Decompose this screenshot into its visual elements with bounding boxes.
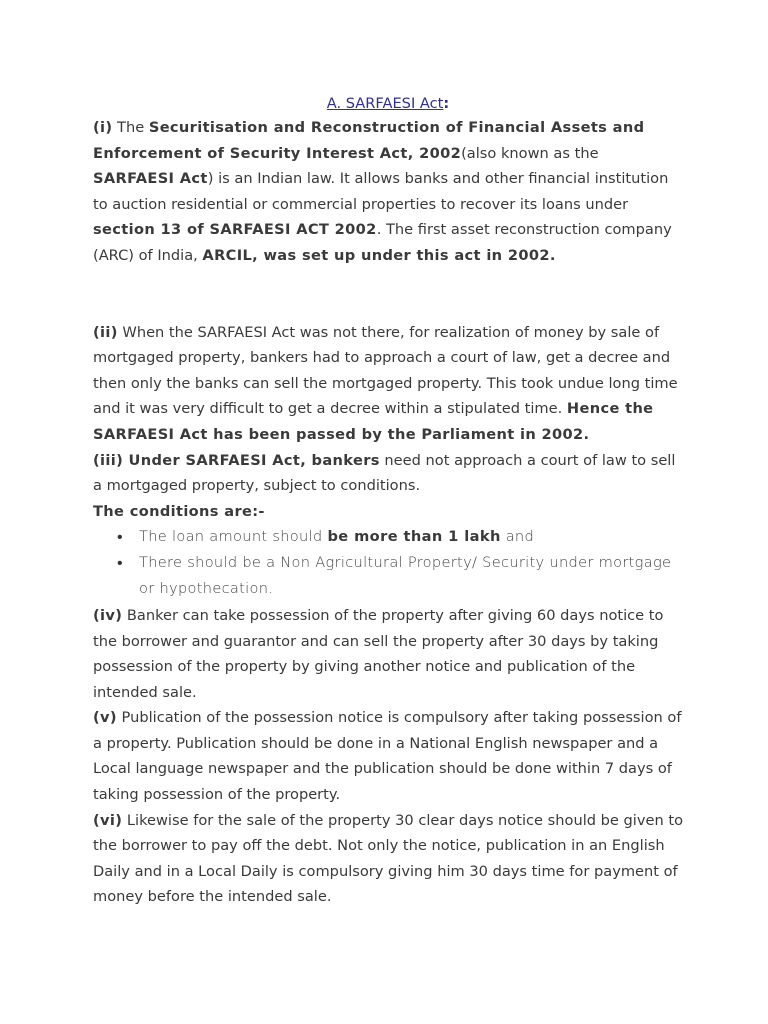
paragraph-i-text-3: ) is an Indian law. It allows banks and other financial institution to auction residential or commercial properties to recover its loans under <box>93 170 669 213</box>
paragraph-iv-text: Banker can take possession of the property after giving 60 days notice to the borrower and guarantor and can sell the property after 30 days by taking possession of the property by giving another notice and publication of the intended sale. <box>93 606 664 701</box>
paragraph-i <box>93 115 683 269</box>
paragraph-vi-text: Likewise for the sale of the property 30 clear days notice should be given to the borrower to pay off the debt. Not only the notice, publication in an English Daily and in a Local Daily is compulsory giving him 30 days time for payment of money before the intended sale. <box>93 811 683 906</box>
paragraph-iii-text: need not approach a court of law to sell a mortgaged property, subject to conditions. <box>93 451 676 495</box>
paragraph-i-text-4: . The first asset reconstruction company (ARC) of India, <box>93 221 672 264</box>
paragraph-ii-conclusion: Hence the SARFAESI Act has been passed by the Parliament in 2002. <box>93 400 654 443</box>
paragraph-i-text-2: (also known as the <box>461 144 599 162</box>
conditions-list <box>93 524 683 603</box>
condition-1-pre: The loan amount should <box>139 528 328 546</box>
document-title <box>93 93 683 115</box>
act-short-name: SARFAESI Act <box>93 170 208 188</box>
conditions-heading: The conditions are:- <box>93 502 265 520</box>
paragraph-iv <box>93 603 683 705</box>
paragraph-iii <box>93 448 683 499</box>
section-reference: section 13 of SARFAESI ACT 2002 <box>93 221 377 239</box>
document-page <box>93 93 683 910</box>
paragraph-i-label: (i) <box>93 119 113 136</box>
paragraph-ii <box>93 320 683 448</box>
title-colon: : <box>443 95 450 112</box>
paragraph-v-text: Publication of the possession notice is compulsory after taking possession of a property. Publication should be done in a National English newspaper and a Local language newspaper and the publication should be done within 7 days of taking possession of the property. <box>93 709 682 804</box>
paragraph-vi <box>93 808 683 910</box>
paragraph-i-text-1: The <box>112 119 149 136</box>
condition-item: • There should be a Non Agricultural Property/ Security under mortgage or hypothecation. <box>139 550 683 603</box>
paragraph-ii-text: When the SARFAESI Act was not there, for realization of money by sale of mortgaged property, bankers had to approach a court of law, get a decree and then only the banks can sell the mortgaged property. This took undue long time and it was very difficult to get a decree within a stipulated time. <box>93 323 678 418</box>
paragraph-v-label: (v) <box>93 709 117 727</box>
paragraph-iii-lead: (iii) Under SARFAESI Act, bankers <box>93 451 380 469</box>
title-link[interactable]: A. SARFAESI Act <box>326 95 444 112</box>
condition-1-post: and <box>500 528 535 546</box>
condition-item <box>139 524 683 550</box>
paragraph-ii-label: (ii) <box>93 323 118 341</box>
paragraph-iv-label: (iv) <box>93 606 123 624</box>
act-full-name: Securitisation and Reconstruction of Financial Assets and Enforcement of Security Interest Act, 2002 <box>93 119 645 162</box>
spacer <box>93 269 683 320</box>
arcil-statement: ARCIL, was set up under this act in 2002. <box>202 246 556 264</box>
paragraph-v <box>93 705 683 807</box>
condition-1-bold: be more than 1 lakh <box>327 528 501 546</box>
paragraph-vi-label: (vi) <box>93 811 123 829</box>
